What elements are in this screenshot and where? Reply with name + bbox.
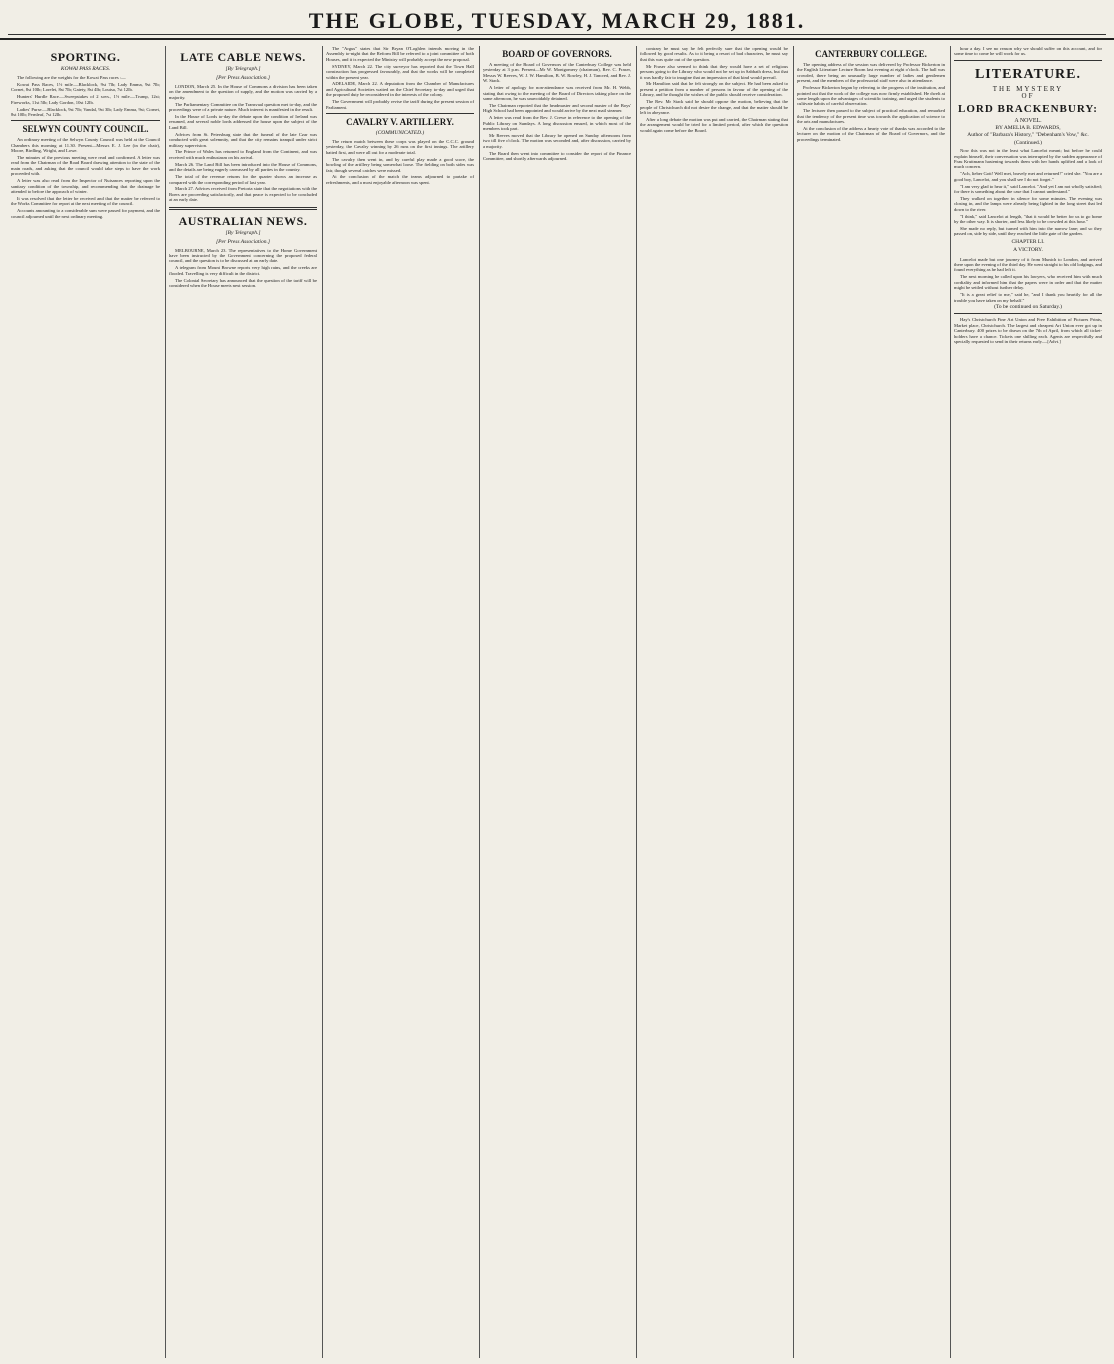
literature-the-mystery: THE MYSTERY xyxy=(992,84,1064,93)
literature-title: LORD BRACKENBURY: xyxy=(958,102,1098,115)
chapter-heading: CHAPTER LI. xyxy=(1011,238,1045,245)
sporting-paragraph: The following are the weights for the Kowai Pass races :— xyxy=(17,75,126,80)
column-6 xyxy=(793,46,948,1358)
sporting-paragraph: Ladies' Purse.—Blacklock, 9st 7lb; Vandal, 9st 3lb; Lady Emma, 9st; Cornet, 8st 10lb; Fernleaf, 7st 12lb. xyxy=(11,106,160,117)
newspaper-title: THE GLOBE, TUESDAY, MARCH 29, 1881. xyxy=(308,8,806,33)
column3-paragraph: The "Argus" states that Sir Bryan O'Loghlen intends moving in the Assembly to-night that the Reform Bill be referred to a joint committee of both Houses, and it is expected the Ministry will probably accept the new proposal. xyxy=(326,46,474,62)
column6-paragraph: contrary he must say he felt perfectly sure that the opening would be followed by good results. As to it being a resort of bad characters, he must say that this was quite out of the question. xyxy=(640,46,788,62)
divider xyxy=(169,207,317,210)
column-1 xyxy=(8,46,163,1358)
cavalry-sub: (COMMUNICATED.) xyxy=(375,129,425,136)
australian-paragraph: The Colonial Secretary has announced that the question of the tariff will be considered when the House meets next session. xyxy=(169,277,317,289)
late-cable-paragraph: The total of the revenue returns for the quarter shows an increase as compared with the corresponding period of last year. xyxy=(169,174,317,185)
board-paragraph: A letter of apology for non-attendance was received from Mr. H. Webb, stating that owing to the meeting of the Board of Directors taking place on the same afternoon, he was unavoidably detained. xyxy=(483,85,631,101)
literature-paragraph: Lancelot made but one journey of it from Munich to London, and arrived there upon the evening of the third day. He went straight to his old lodgings, and found everything as he had left it. xyxy=(954,256,1102,273)
literature-paragraph: "I think," said Lancelot at length, "that it would be better for us to go home by the other way. It is shorter, and less likely to be crowded at this hour." xyxy=(954,213,1102,225)
column6-paragraph: After a long debate the motion was put and carried, the Chairman stating that the arrangement would be tried for a limited period, after which the question would again come before the Board. xyxy=(640,116,788,133)
literature-paragraph: "I am very glad to hear it," said Lancelot. "And yet I am not wholly satisfied; for there is something about the case that I cannot understand." xyxy=(954,183,1102,195)
divider xyxy=(326,113,474,114)
chapter-title: A VICTORY. xyxy=(1013,247,1043,254)
literature-novel: A NOVEL. xyxy=(1014,117,1042,124)
cavalry-paragraph: At the conclusion of the match the teams adjourned to partake of refreshments, and a most enjoyable afternoon was spent. xyxy=(326,174,474,185)
canterbury-heading: CANTERBURY COLLEGE. xyxy=(815,49,927,59)
selwyn-paragraph: The minutes of the previous meeting were read and confirmed. A letter was read from the Chairman of the Road Board drawing attention to the state of the main roads, and asking that the council would take steps to have the work proceeded with. xyxy=(11,155,160,177)
board-heading: BOARD OF GOVERNORS. xyxy=(502,49,612,59)
column-4 xyxy=(479,46,634,1358)
column3-paragraph: ADELAIDE, March 22. A deputation from the Chamber of Manufactures and Agricultural Societies waited on the Chief Secretary to-day and urged that the proposed duty be reconsidered in the interests of the colony. xyxy=(326,81,474,98)
sporting-paragraph: Hunters' Hurdle Race.—Sweepstakes of 2 sovs., 1½ mile.—Trump, 12st; Fireworks, 11st 5lb; Lady Gordon, 10st 12lb. xyxy=(11,94,160,105)
selwyn-paragraph: A letter was also read from the Inspector of Nuisances reporting upon the sanitary condition of the township, and recommending that the drainage be attended to before the approach of winter. xyxy=(11,178,160,194)
advertisement-paragraph: Hay's Christchurch Fine Art Union and Free Exhibition of Pictures Prints, Market place, Christchurch. The largest and cheapest Art Union ever got up in Canterbury. 400 prizes to be drawn on the 7th of April, from which all ticket-holders have a chance. Tickets one shilling each. Agents are respectfully and specially requested to send in their returns early.—[Advt.] xyxy=(954,317,1102,344)
late-cable-paragraph: LONDON, March 25. In the House of Commons a division has been taken on the amendment to the question of supply, and the motion was carried by a majority. xyxy=(169,84,317,100)
literature-paragraph: They walked on together in silence for some minutes. The evening was closing in, and the lamps were already being lighted in the long street that led down to the river. xyxy=(954,196,1102,212)
late-cable-sub1: [By Telegraph.] xyxy=(225,66,261,72)
column-5 xyxy=(636,46,791,1358)
divider xyxy=(11,120,160,121)
literature-paragraph: She made no reply, but turned with him into the narrow lane; and so they passed on, side by side, until they reached the little gate of the garden. xyxy=(954,226,1102,237)
australian-heading: AUSTRALIAN NEWS. xyxy=(178,213,308,228)
australian-paragraph: A telegram from Mount Browne reports very high rains, and the creeks are flooded. Travelling is very difficult in the district. xyxy=(169,265,317,276)
board-paragraph: The Board then went into committee to consider the report of the Finance Committee, and shortly afterwards adjourned. xyxy=(483,150,631,161)
column-3 xyxy=(322,46,477,1358)
board-paragraph: A letter was read from the Rev. J. Crewe in reference to the opening of the Public Library on Sundays. A long discussion ensued, in which most of the members took part. xyxy=(483,115,631,131)
selwyn-paragraph: It was resolved that the letter be received and that the matter be referred to the Works Committee for report at the next meeting of the council. xyxy=(11,195,160,207)
canterbury-paragraph: Professor Bickerton began by referring to the progress of the institution, and pointed out that the work of the college was now firmly established. He dwelt at some length upon the advantages of scientific training, and urged the students to cultivate habits of careful observation. xyxy=(797,85,945,107)
board-paragraph: The Chairman reported that the headmaster and second master of the Boys' High School had been appointed and would arrive by the next mail steamer. xyxy=(483,102,631,114)
late-cable-paragraph: March 26. The Land Bill has been introduced into the House of Commons, and the details are being eagerly canvassed by all parties in the country. xyxy=(169,161,317,173)
late-cable-paragraph: The Prince of Wales has returned to England from the Continent, and was received with much enthusiasm on his arrival. xyxy=(169,149,317,160)
masthead-rule xyxy=(8,34,1106,35)
column3-paragraph: SYDNEY, March 22. The city surveyor has reported that the Town Hall construction has progressed favourably, and that the works will be completed within the present year. xyxy=(326,63,474,80)
literature-continued: (Continued.) xyxy=(1014,139,1042,146)
cavalry-paragraph: The return match between these corps was played on the C.C.C. ground yesterday, the Cavalry winning by 26 runs on the first innings. The artillery batted first, and were all out for a moderate total. xyxy=(326,138,474,155)
column3-paragraph: The Government will probably revise the tariff during the present session of Parliament. xyxy=(326,99,474,110)
literature-paragraph: Now this was not in the least what Lancelot meant; but before he could explain himself, their conversation was interrupted by the sudden appearance of Frau Kruttmann hastening towards them with her hands uplifted and a look of much concern. xyxy=(954,148,1102,170)
cavalry-paragraph: The cavalry then went in, and by careful play made a good score, the bowling of the artillery being somewhat loose. The fielding on both sides was fair, though several catches were missed. xyxy=(326,156,474,173)
column-2 xyxy=(165,46,320,1358)
column6-paragraph: Mr Hamilton said that he felt strongly on the subject. He had been asked to present a petition from a number of persons in favour of the opening of the Library, and he thought the wishes of the public should receive consideration. xyxy=(640,81,788,98)
late-cable-paragraph: The Parliamentary Committee on the Transvaal question met to-day, and the proceedings were of a private nature. Much interest is manifested in the result. xyxy=(169,101,317,113)
to-be-continued: (To be continued on Saturday.) xyxy=(994,303,1062,310)
late-cable-paragraph: Advices from St. Petersburg state that the funeral of the late Czar was conducted with great solemnity, and that the city remains tranquil under strict military supervision. xyxy=(169,131,317,148)
column6-paragraph: Mr Fraser also seemed to think that they would have a set of religious persons going to the Library who would not be set up in Sabbath dress, but that it was hardly fair to imagine that an impression of that kind would prevail. xyxy=(640,63,788,80)
sporting-paragraph: Kowai Pass Races, 1½ mile.—Blacklock, 9st 7lb; Lady Emma, 9st 7lb; Cornet, 8st 10lb; Lorelei, 8st 7lb; Gaiety, 8st 4lb; Louisa, 7st 12lb. xyxy=(11,81,160,93)
column-7 xyxy=(950,46,1105,1358)
literature-paragraph: The next morning he called upon his lawyers, who received him with much cordiality and informed him that the papers were in order and that the matter might be settled without further delay. xyxy=(954,274,1102,291)
board-paragraph: A meeting of the Board of Governors of the Canterbury College was held yesterday at 3 p.m. Present—Mr W. Montgomery (chairman), Rev. C. Fraser, Messrs W. Reeves, W. J. W. Hamilton, B. W. Rowley, H. J. Tancred, and Rev. J. W. Stack. xyxy=(483,62,631,84)
canterbury-paragraph: At the conclusion of the address a hearty vote of thanks was accorded to the lecturer on the motion of the Chairman of the Board of Governors, and the proceedings terminated. xyxy=(797,125,945,142)
column6-paragraph: The Rev. Mr Stack said he should oppose the motion, believing that the people of Christchurch did not desire the change, and that the matter should be left in abeyance. xyxy=(640,99,788,115)
divider xyxy=(954,60,1102,61)
literature-heading: LITERATURE. xyxy=(974,66,1082,82)
selwyn-paragraph: An ordinary meeting of the Selwyn County Council was held at the Council Chambers this morning at 11.30. Present—Messrs E. J. Lee (in the chair), Moore, Birdling, Wright, and Lowe. xyxy=(11,137,160,154)
selwyn-paragraph: Accounts amounting to a considerable sum were passed for payment, and the council adjourned until the next ordinary meeting. xyxy=(11,208,160,219)
australian-sub1: [By Telegraph.] xyxy=(225,229,261,236)
australian-paragraph: MELBOURNE, March 23. The representatives to the Home Government have been instructed by the Government concerning the proposed federal council, and the question is to be discussed at an early date. xyxy=(169,247,317,264)
late-cable-heading: LATE CABLE NEWS. xyxy=(180,50,306,64)
literature-paragraph: "Ach, lieber Gott! Well met, bravely met and returned!" cried she. "You are a good boy, Lancelot, and you shall see I do not forget." xyxy=(954,171,1102,182)
sporting-heading: SPORTING. xyxy=(50,50,121,64)
sporting-subheading: KOWAI PASS RACES. xyxy=(60,66,111,72)
newspaper-columns xyxy=(8,46,1106,1358)
masthead xyxy=(0,0,1114,40)
selwyn-heading: SELWYN COUNTY COUNCIL. xyxy=(22,124,149,135)
divider xyxy=(954,313,1102,314)
canterbury-paragraph: The lecturer then passed to the subject of practical education, and remarked that the tendency of the present time was towards the application of science to the arts and manufactures. xyxy=(797,108,945,125)
literature-intro-paragraph: hour a day. I see no reason why we should suffer on this account, and for some time to come he will work for us. xyxy=(954,46,1102,57)
literature-by: BY AMELIA B. EDWARDS, xyxy=(995,125,1061,132)
cavalry-heading: CAVALRY V. ARTILLERY. xyxy=(346,116,454,127)
late-cable-paragraph: In the House of Lords to-day the debate upon the condition of Ireland was resumed, and several noble lords addressed the house upon the subject of the Land Bill. xyxy=(169,114,317,130)
canterbury-paragraph: The opening address of the session was delivered by Professor Bickerton in the English Literature Lecture Room last evening at eight o'clock. The hall was crowded, there being an unusually large number of ladies and gentlemen present, and the members of the professorial staff were also in attendance. xyxy=(797,62,945,84)
literature-of: OF xyxy=(1021,92,1035,101)
australian-sub2: [Per Press Association.] xyxy=(216,238,270,245)
late-cable-paragraph: March 27. Advices received from Pretoria state that the negotiations with the Boers are proceeding satisfactorily, and that peace is expected to be concluded at an early date. xyxy=(169,186,317,203)
literature-author-note: Author of "Barbara's History," "Debenham's Vow," &c. xyxy=(967,132,1089,139)
late-cable-sub2: [Per Press Association.] xyxy=(216,75,270,81)
literature-paragraph: "It is a great relief to me," said he, "and I thank you heartily for all the trouble you have taken on my behalf." xyxy=(954,292,1102,303)
board-paragraph: Mr Reeves moved that the Library be opened on Sunday afternoons from two till five o'clock. The motion was seconded and, after discussion, carried by a majority. xyxy=(483,132,631,149)
